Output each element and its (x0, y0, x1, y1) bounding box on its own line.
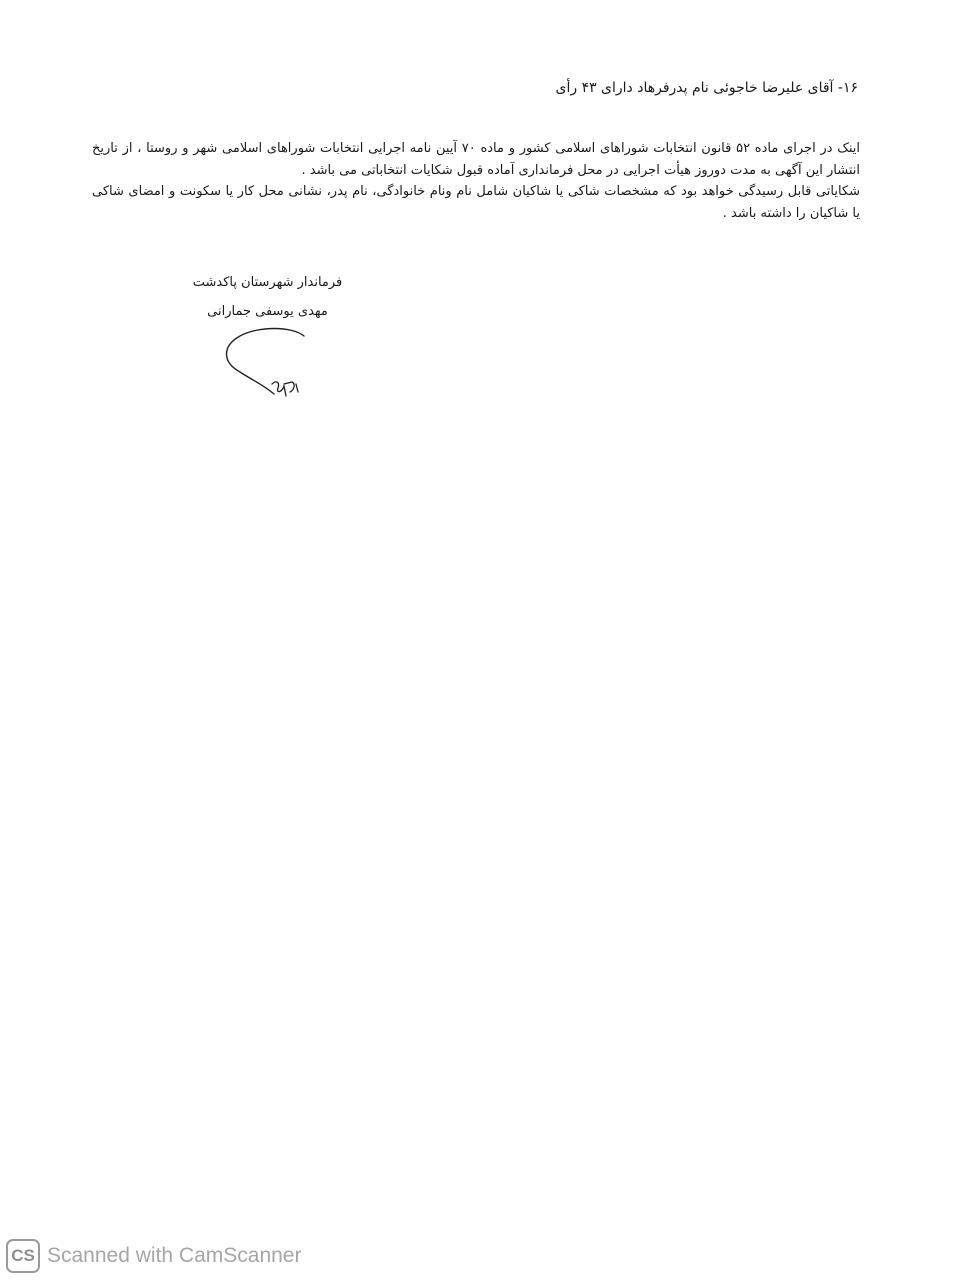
announcement-body (92, 138, 860, 224)
camscanner-logo-icon: CS (6, 1239, 40, 1273)
camscanner-watermark (6, 1238, 301, 1274)
signature-block (160, 268, 375, 326)
watermark-text: Scanned with CamScanner (47, 1244, 302, 1267)
paragraph-complaints-period: اینک در اجرای ماده ۵۲ قانون انتخابات شوراهای اسلامی کشور و ماده ۷۰ آیین نامه اجرایی انتخابات شوراهای اسلامی شهر و روستا ، از تاریخ انتشار این آگهی به مدت دوروز هیأت اجرایی در محل فرمانداری آماده قبول شکایات انتخاباتی می باشد . (92, 141, 860, 178)
paragraph-complaint-requirements: شکایاتی قابل رسیدگی خواهد بود که مشخصات شاکی یا شاکیان شامل نام ونام خانوادگی، نام پدر، نشانی محل کار یا سکونت و امضای شاکی یا شاکیان را داشته باشد . (92, 184, 860, 221)
signer-title: فرماندار شهرستان پاکدشت (192, 275, 343, 290)
signer-name: مهدی یوسفی جمارانی (207, 304, 328, 319)
handwritten-signature (218, 322, 318, 402)
candidate-entry: ۱۶- آقای علیرضا خاجوئی نام پدرفرهاد دارای ۴۳ رأی (555, 80, 858, 96)
